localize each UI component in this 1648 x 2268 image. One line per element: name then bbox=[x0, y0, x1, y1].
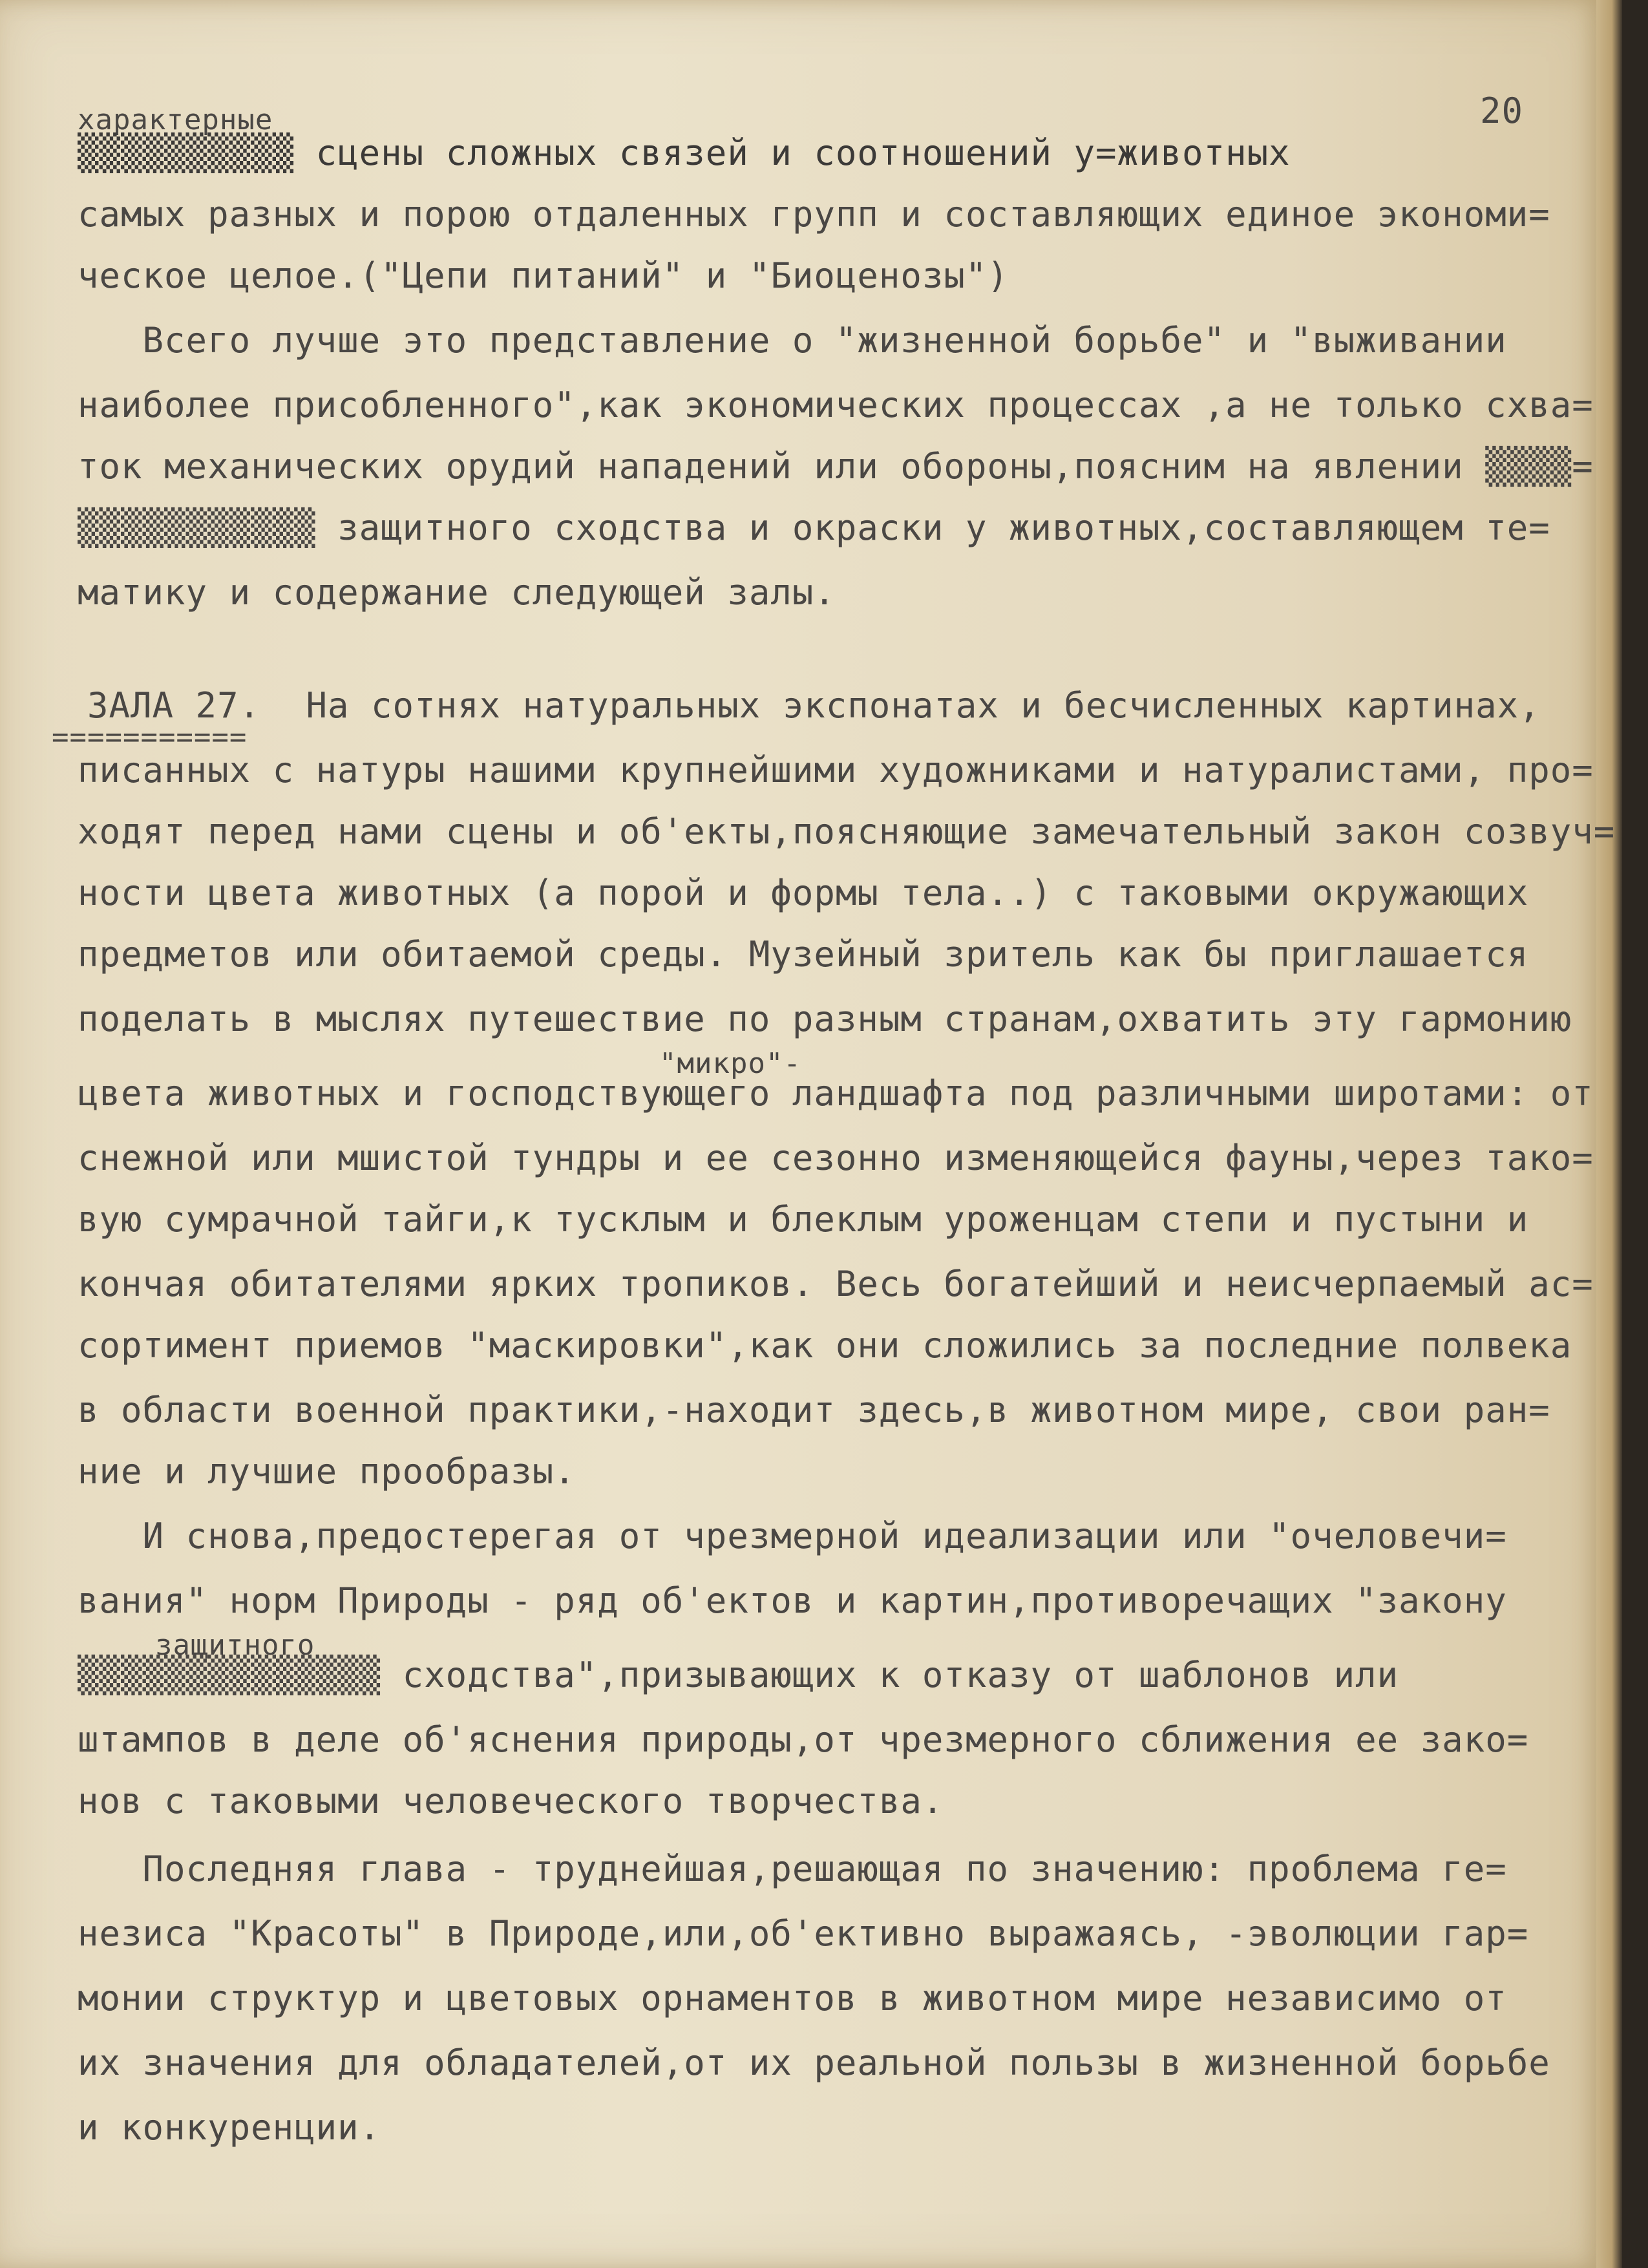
text-line: На сотнях натуральных экспонатах и бесчисленных картинах, bbox=[284, 685, 1541, 726]
text-line: ▒▒▒▒▒▒▒▒▒▒ сцены сложных связей и соотношений у=животных bbox=[78, 132, 1291, 173]
text-line: кончая обитателями ярких тропиков. Весь богатейший и неисчерпаемый ас= bbox=[78, 1264, 1594, 1304]
text-line: сортимент приемов "маскировки",как они сложились за последние полвека bbox=[78, 1325, 1572, 1366]
text-line: нов с таковыми человеческого творчества. bbox=[78, 1781, 944, 1821]
text-line: ческое целое.("Цепи питаний" и "Биоценозы") bbox=[78, 255, 1009, 296]
text-line: в области военной практики,-находит здесь,в животном мире, свои ран= bbox=[78, 1390, 1550, 1430]
text-line: незиса "Красоты" в Природе,или,об'ективно выражаясь, -эволюции гар= bbox=[78, 1913, 1529, 1954]
text-line: предметов или обитаемой среды. Музейный зритель как бы приглашается bbox=[78, 934, 1529, 975]
text-line: вания" норм Природы - ряд об'ектов и картин,противоречащих "закону bbox=[78, 1580, 1507, 1621]
text-line: цвета животных и господствующего ландшафта под различными широтами: от bbox=[78, 1073, 1594, 1114]
text-line: их значения для обладателей,от их реальной пользы в жизненной борьбе bbox=[78, 2042, 1550, 2083]
text-line: и конкуренции. bbox=[78, 2107, 381, 2148]
text-line: поделать в мыслях путешествие по разным странам,охватить эту гармонию bbox=[78, 999, 1572, 1039]
text-line: писанных с натуры нашими крупнейшими художниками и натуралистами, про= bbox=[78, 750, 1594, 790]
insertion-protective: защитного bbox=[155, 1629, 315, 1662]
insertion-micro: "микро"- bbox=[659, 1047, 801, 1080]
text-line: матику и содержание следующей залы. bbox=[78, 572, 836, 613]
insertion-characteristic: характерные bbox=[78, 103, 273, 136]
text-line: вую сумрачной тайги,к тусклым и блеклым уроженцам степи и пустыни и bbox=[78, 1199, 1529, 1240]
text-line: Последняя глава - труднейшая,решающая по значению: проблема ге= bbox=[78, 1849, 1507, 1889]
sheet-edge bbox=[1596, 0, 1622, 2268]
hall-label: ЗАЛА 27. bbox=[87, 685, 261, 726]
hall-label-underline: =========== bbox=[52, 721, 248, 754]
text-line: И снова,предостерегая от чрезмерной идеализации или "очеловечи= bbox=[78, 1516, 1507, 1556]
text-line: ▒▒▒▒▒▒▒▒▒▒▒▒▒▒ сходства",призывающих к отказу от шаблонов или bbox=[78, 1655, 1399, 1695]
text-line: ние и лучшие прообразы. bbox=[78, 1451, 576, 1492]
text-line: ▒▒▒▒▒▒▒▒▒▒▒ защитного сходства и окраски у животных,составляющем те= bbox=[78, 507, 1550, 548]
text-line: Всего лучше это представление о "жизненной борьбе" и "выживании bbox=[78, 320, 1507, 361]
text-line: штампов в деле об'яснения природы,от чрезмерного сближения ее зако= bbox=[78, 1719, 1529, 1760]
text-line: ходят перед нами сцены и об'екты,поясняющие замечательный закон созвуч= bbox=[78, 811, 1616, 852]
text-line: ток механических орудий нападений или обороны,поясним на явлении ▒▒▒▒= bbox=[78, 446, 1594, 487]
text-line: монии структур и цветовых орнаментов в животном мире независимо от bbox=[78, 1978, 1507, 2019]
text-line: снежной или мшистой тундры и ее сезонно изменяющейся фауны,через тако= bbox=[78, 1138, 1594, 1178]
text-line: наиболее присобленного",как экономических процессах ,а не только схва= bbox=[78, 385, 1594, 425]
text-line: самых разных и порою отдаленных групп и составляющих единое экономи= bbox=[78, 194, 1550, 235]
page-number: 20 bbox=[1480, 90, 1524, 131]
text-line: ности цвета животных (а порой и формы тела..) с таковыми окружающих bbox=[78, 873, 1529, 913]
